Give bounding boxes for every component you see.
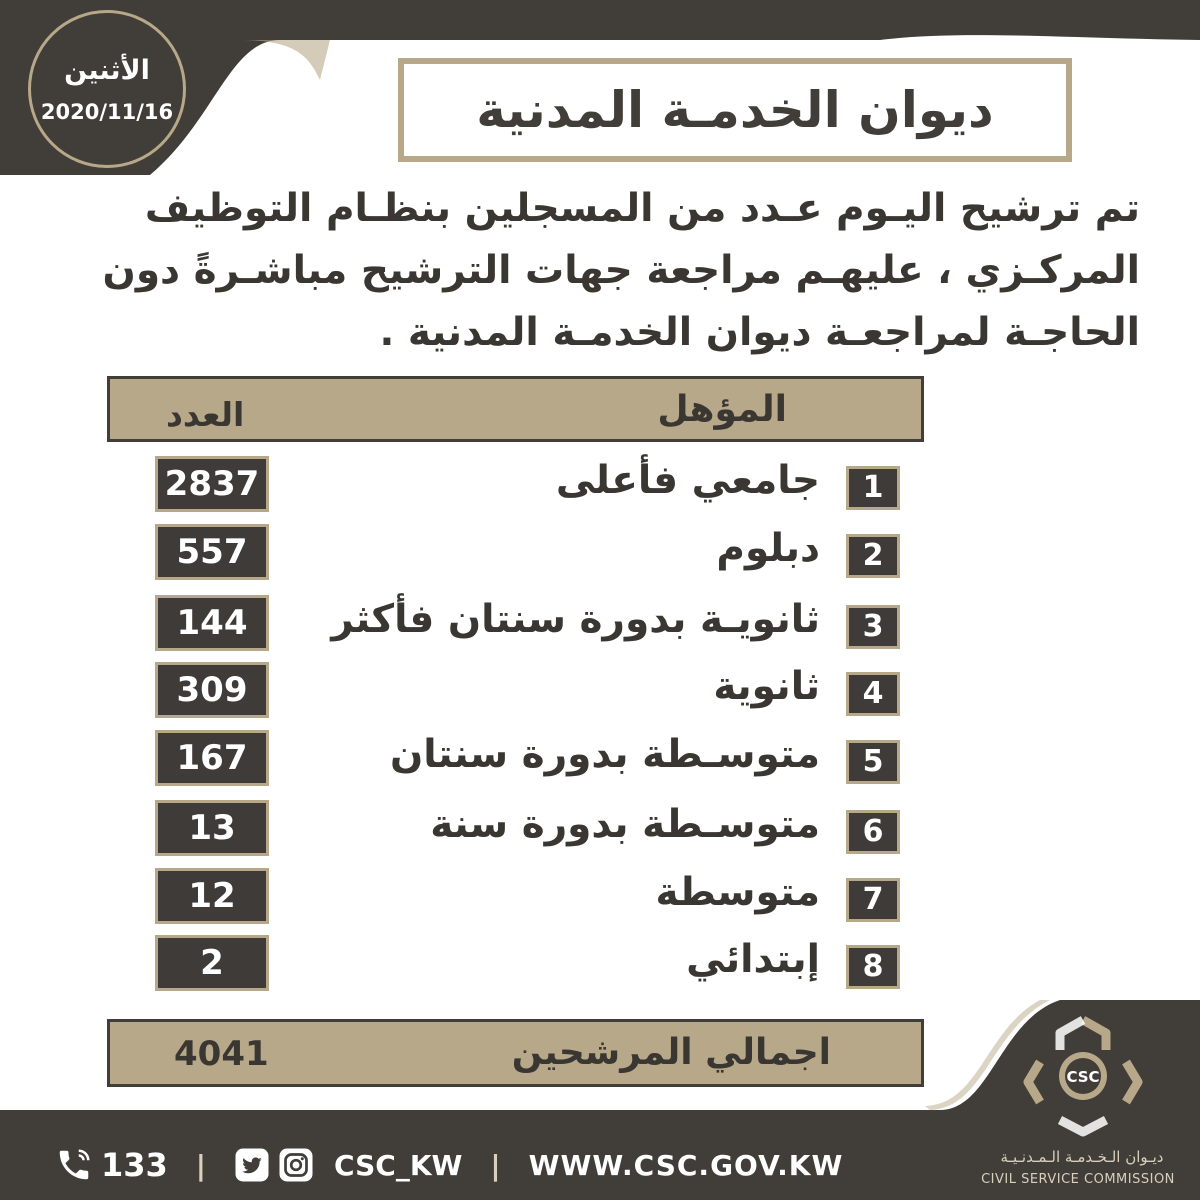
qualification-header: المؤهل [657, 389, 787, 430]
qualification-label: إبتدائي [686, 937, 820, 982]
row-index: 8 [846, 945, 900, 989]
row-index: 6 [846, 810, 900, 854]
table-row [0, 662, 1200, 722]
qualification-label: متوسـطة بدورة سنتان [389, 732, 820, 777]
table-header [107, 376, 924, 442]
phone-icon [55, 1146, 93, 1184]
row-index: 7 [846, 878, 900, 922]
total-value: 4041 [174, 1034, 269, 1074]
count-box: 557 [155, 524, 269, 580]
count-box: 309 [155, 662, 269, 718]
table-row [0, 800, 1200, 860]
logo-arabic-name: ديـوان الـخـدمـة الـمـدنـيـة [1000, 1148, 1164, 1166]
table-row [0, 730, 1200, 790]
logo-mark: CSC [1066, 1068, 1100, 1086]
count-box: 167 [155, 730, 269, 786]
table-row [0, 935, 1200, 995]
row-index: 1 [846, 466, 900, 510]
qualification-label: ثانوية [713, 664, 820, 709]
count-header: العدد [166, 395, 245, 434]
table-row [0, 595, 1200, 655]
count-box: 2 [155, 935, 269, 991]
total-label: اجمالي المرشحين [511, 1032, 831, 1073]
intro-paragraph [60, 178, 1140, 364]
qualification-label: ثانويـة بدورة سنتان فأكثر [331, 597, 820, 642]
table-row [0, 868, 1200, 928]
separator: | [195, 1148, 207, 1182]
table-row [0, 524, 1200, 584]
count-box: 12 [155, 868, 269, 924]
intro-line-3: الحاجـة لمراجعـة ديوان الخدمـة المدنية . [379, 310, 1140, 355]
separator: | [490, 1148, 501, 1182]
qualification-label: دبلوم [716, 526, 820, 571]
csc-logo [1008, 1010, 1158, 1140]
page-title-box [398, 58, 1072, 162]
social-handle[interactable]: CSC_KW [334, 1148, 463, 1182]
row-index: 5 [846, 740, 900, 784]
phone-number[interactable]: 133 [101, 1146, 168, 1184]
instagram-icon[interactable] [278, 1147, 314, 1183]
footer-contacts [55, 1140, 843, 1190]
qualification-label: متوسطة [655, 870, 820, 915]
website-link[interactable]: WWW.CSC.GOV.KW [528, 1148, 844, 1182]
count-box: 2837 [155, 456, 269, 512]
page-title: ديوان الخدمـة المدنية [476, 81, 994, 139]
day-label: الأثنين [64, 54, 150, 86]
intro-line-2: المركـزي ، عليهـم مراجعة جهات الترشيح مباشـرةً دون [102, 248, 1140, 293]
table-row [0, 456, 1200, 516]
count-box: 13 [155, 800, 269, 856]
twitter-icon[interactable] [234, 1147, 270, 1183]
total-bar [107, 1019, 924, 1087]
row-index: 2 [846, 534, 900, 578]
logo-english-name: CIVIL SERVICE COMMISSION [981, 1172, 1175, 1187]
row-index: 3 [846, 605, 900, 649]
qualification-label: جامعي فأعلى [555, 458, 820, 503]
qualification-label: متوسـطة بدورة سنة [430, 802, 820, 847]
row-index: 4 [846, 672, 900, 716]
intro-line-1: تم ترشيح اليـوم عـدد من المسجلين بنظـام التوظيف [144, 186, 1140, 231]
date-label: 2020/11/16 [40, 99, 174, 124]
count-box: 144 [155, 595, 269, 651]
date-badge [28, 10, 186, 168]
